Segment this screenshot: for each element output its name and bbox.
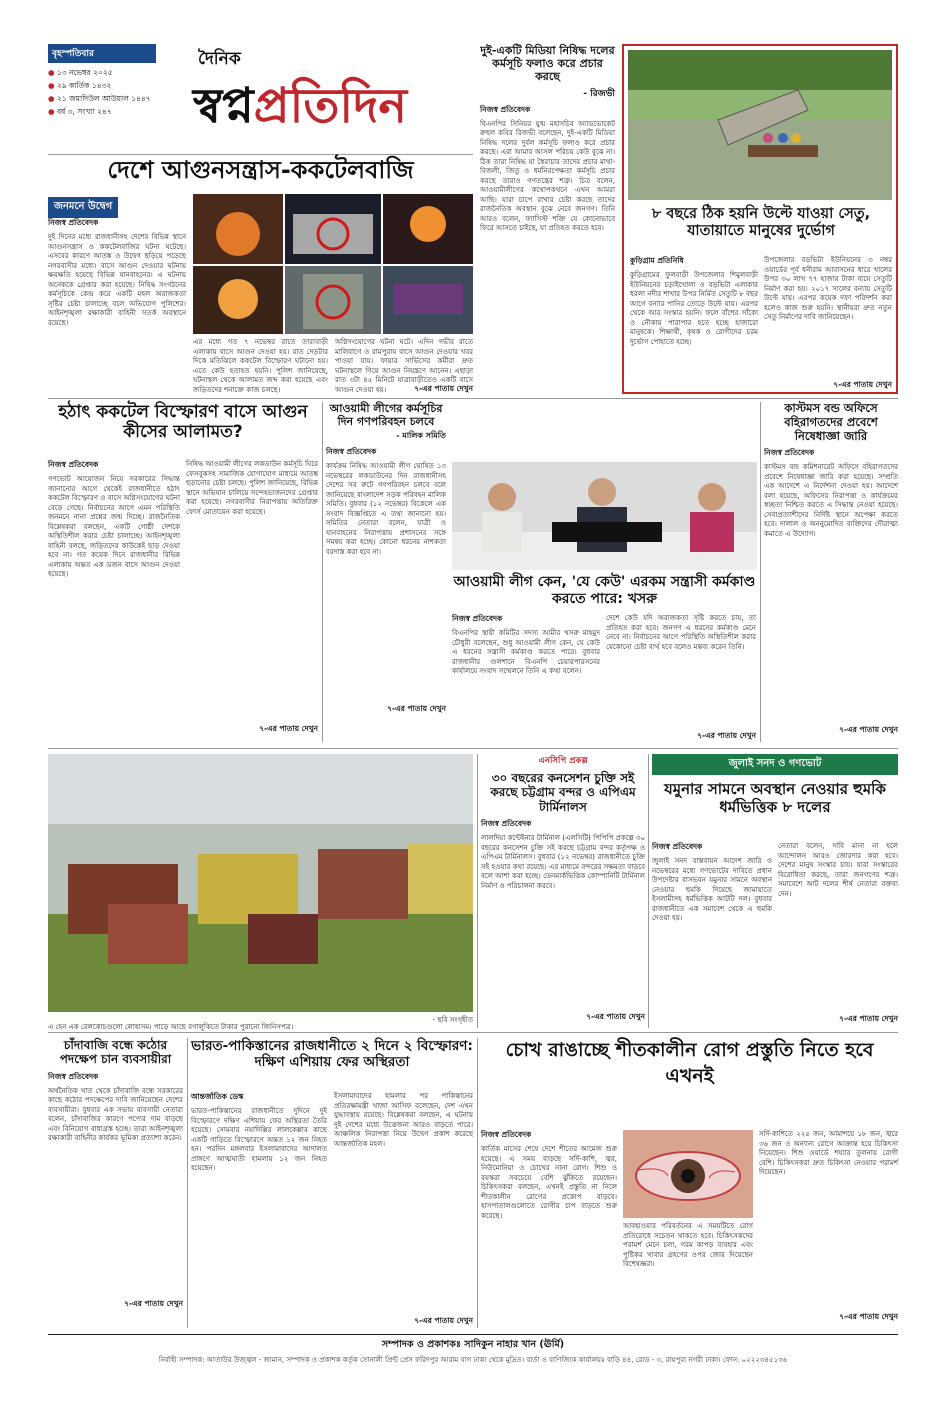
- article-july-body2: নেতারা বলেন, দাবি মানা না হলে আন্দোলন আরও জোরদার করা হবে। দেশের মানুষ সংস্কার চায়। যারা সংস্কারের বিরোধিতা করছে, তারা জনগণের শত্রু। সমাবেশে আট দলের শীর্ষ নেতারা বক্তব্য দেন।: [778, 842, 898, 898]
- article-awami: [326, 402, 446, 742]
- press-byline: নিজস্ব প্রতিবেদক: [452, 614, 503, 623]
- article-winter-cont[interactable]: ৭-এর পাতায় দেখুন: [839, 1312, 898, 1321]
- article-july-tag-label: জুলাই সনদ ও গণভোট: [728, 758, 822, 769]
- article-july-cont[interactable]: ৭-এর পাতায় দেখুন: [839, 1014, 898, 1023]
- dateline-item: ● ২৯ কার্তিক ১৪৩২: [48, 81, 112, 90]
- cocktail-headline: হঠাৎ ককটেল বিস্ফোরণ বাসে আগুন কীসের আলামত?: [58, 402, 308, 443]
- lead-body2: এর মধ্যে গত ৭ নভেম্বর রাতে তারাবাড়ী এলাকায় বাসে আগুন দেওয়া হয়। রাত দেড়টার দিকে মতিঝিলে ককটেল বিস্ফোরণ ঘটানো হয়। এতে কেউ হতাহত হয়নি। পুলিশ জানিয়েছে, ঘটনাস্থল থেকে আলামত জব্দ করা হয়েছে এবং জড়িতদের শনাক্তে কাজ চলছে।: [193, 338, 328, 394]
- press-body2: দেশে কেউ যদি অরাজকতা সৃষ্টি করতে চায়, তা প্রতিহত করা হবে। জনগণ এ ধরনের কর্মকাণ্ড মেনে নেবে না। নির্বাচনের আগে পরিস্থিতি অস্থিতিশীল করার যেকোনো চেষ্টা ব্যর্থ হবে বলেও মন্তব্য করেন তিনি।: [606, 614, 756, 651]
- indopak-cont[interactable]: ৭-এর পাতায় দেখুন: [414, 1316, 473, 1325]
- lead-col2: [193, 338, 328, 394]
- lead-photo: [193, 194, 473, 334]
- cocktail-col1: [48, 460, 180, 740]
- lead-body3: অগ্নিসংযোগের ঘটনা ঘটে। এদিন গভীর রাতে মালিবাগে ও রামপুরায় বাসে আগুন দেওয়ার খবর পাওয়া যায়। ফায়ার সার্ভিসের কর্মীরা দ্রুত ঘটনাস্থলে গিয়ে আগুন নিয়ন্ত্রণে আনেন। এছাড়া রাত ৩টা ৪৫ মিনিটে যাত্রাবাড়ীতেও একটি বাসে আগুন দেওয়া হয়।: [335, 338, 473, 394]
- article-awami-cont[interactable]: ৭-এর পাতায় দেখুন: [387, 704, 446, 714]
- press-cont[interactable]: ৭-এর পাতায় দেখুন: [697, 731, 756, 740]
- article-extort-cont[interactable]: ৭-এর পাতায় দেখুন: [124, 1298, 183, 1308]
- article-customs-headline: কাস্টমস বন্ড অফিসে বহিরাগতদের প্রবেশে নিষেধাজ্ঞা জারি: [784, 401, 878, 443]
- article-bridge-body: কুড়িগ্রামের ফুলবাড়ী উপজেলার শিমুলবাড়ী ইউনিয়নের চড়াইখোলা ও বড়ভিটা এলাকার ধরলা নদীর শাখার উপর নির্মিত সেতুটি ৮ বছর আগে বন্যার পানির তোড়ে উল্টে যায়। এরপর থেকে আর সংস্কার হয়নি। ফলে বাঁশের সাঁকো ও নৌকায় পারাপার হতে হচ্ছে হাজারো মানুষকে। শিক্ষার্থী, কৃষক ও রোগীদের চরম দুর্ভোগ পোহাতে হচ্ছে।: [630, 271, 758, 346]
- cocktail-body: গণভোট আয়োজন নিয়ে সরকারের সিদ্ধান্ত জানানোর আগে থেকেই রাজধানীতে হঠাৎ ককটেল বিস্ফোরণ ও বাসে অগ্নিসংযোগের ঘটনা বেড়ে গেছে। নির্বাচনের আগে এমন পরিস্থিতি জনমনে নানা প্রশ্নের জন্ম দিচ্ছে। রাজনৈতিক বিশ্লেষকরা বলছেন, একটি গোষ্ঠী দেশকে অস্থিতিশীল করার চেষ্টা চালাচ্ছে। আইনশৃঙ্খলা বাহিনী বলছে, জড়িতদের কাউকেই ছাড় দেওয়া হবে না। গত কয়েক দিনে রাজধানীর বিভিন্ন এলাকায় অন্তত এক ডজন বাসে আগুন দেওয়া হয়েছে।: [48, 475, 180, 578]
- indopak-headline: ভারত-পাকিস্তানের রাজধানীতে ২ দিনে ২ বিস্ফোরণ: দক্ষিণ এশিয়ায় ফের অস্থিরতা: [191, 1038, 473, 1071]
- article-bridge-text2: [764, 256, 892, 392]
- article-customs: [764, 402, 898, 742]
- article-bridge-headline: ৮ বছরে ঠিক হয়নি উল্টে যাওয়া সেতু, যাতায়াতে মানুষের দুর্ভোগ: [651, 206, 871, 240]
- article-rizvi-source: - রিজভী: [583, 88, 615, 99]
- press-headline: আওয়ামী লীগ কেন, 'যে কেউ' এরকম সন্ত্রাসী কর্মকাণ্ড করতে পারে: খসরু: [453, 574, 756, 607]
- railway-photo: [48, 754, 473, 1012]
- article-winter-col2: [623, 1222, 753, 1322]
- press-col2: [606, 614, 756, 742]
- article-july-col2: [778, 842, 898, 1026]
- bridge-photo: [628, 50, 892, 200]
- railway-caption: এ হেন এক রেলকোচগুলো লোহাসম। পাড়ে আছে বগালুকিতে টাকার পুরানো জিনিসপত্র।: [48, 1023, 294, 1031]
- lead-col1: [48, 218, 186, 393]
- article-awami-body: কার্যক্রম নিষিদ্ধ আওয়ামী লীগ ঘোষিত ১৩ নভেম্বরের লকডাউনের দিন রাজধানীসহ দেশের সব রুটে গণপরিবহন চলবে বলে জানিয়েছে বাংলাদেশ সড়ক পরিবহন মালিক সমিতি। বুধবার (১২ নভেম্বর) বিকেলে এক সংবাদ বিজ্ঞপ্তিতে এ তথ্য জানানো হয়। সমিতির নেতারা বলেন, যাত্রী ও যানবাহনের নিরাপত্তায় প্রশাসনের সঙ্গে সমন্বয় করা হচ্ছে। কোনো ধরনের নাশকতা বরদাস্ত করা হবে না।: [326, 462, 446, 556]
- indopak-body: ভারত-পাকিস্তানের রাজধানীতে দুদিনে দুই বিস্ফোরণে দক্ষিণ এশিয়ায় ফের অস্থিরতা তৈরি হয়েছে। সোমবার নয়াদিল্লির লালকেল্লার কাছে একটি গাড়িতে বিস্ফোরণে অন্তত ১২ জন নিহত হন। পরদিন মঙ্গলবার ইসলামাবাদের আদালত প্রাঙ্গণে আত্মঘাতী হামলায় ১২ জন নিহত হয়েছেন।: [191, 1107, 327, 1172]
- article-bridge-text: [630, 256, 758, 391]
- article-july-headline: যমুনার সামনে অবস্থান নেওয়ার হুমকি ধর্মভিত্তিক ৮ দলের: [664, 780, 886, 816]
- article-winter-body2: আবহাওয়ার পরিবর্তনের এ সময়টিতে রোগ প্রতিরোধে সচেতন থাকতে হবে। চিকিৎসকদের পরামর্শ মেনে চলা, গরম কাপড় ব্যবহার এবং পুষ্টিকর খাবার গ্রহণের ওপর জোর দিয়েছেন বিশেষজ্ঞরা।: [623, 1222, 753, 1268]
- article-port-body: লালদিয়া কন্টেইনার টার্মিনাল (এলসিটি) পিপিপি প্রকল্পে ৩০ বছরের কনসেশন চুক্তি সই করছে চট্টগ্রাম বন্দর কর্তৃপক্ষ ও এপিএম টার্মিনালস। বুধবার (১২ নভেম্বর) রাজধানীতে চুক্তি সই হওয়ার কথা রয়েছে। এর মাধ্যমে বন্দরের সক্ষমতা বাড়বে বলে আশা করা হচ্ছে। ডেনমার্কভিত্তিক কোম্পানিটি টার্মিনাল নির্মাণ ও পরিচালনা করবে।: [481, 834, 645, 890]
- dateline-item: ● ১৩ নভেম্বর ২০২৫: [48, 68, 113, 77]
- article-port-cont[interactable]: ৭-এর পাতায় দেখুন: [586, 1012, 645, 1022]
- article-july: [652, 754, 898, 1028]
- cocktail-col2: [186, 460, 318, 740]
- press-col1: [452, 614, 600, 742]
- footer-editor: সম্পাদক ও প্রকাশকঃ সাদিকুন নাহার খান (ঊর্মি): [381, 1339, 565, 1350]
- article-july-tag: [652, 754, 898, 775]
- dateline-day: বৃহস্পতিবার: [48, 44, 156, 63]
- lead-cont[interactable]: ৭-এর পাতায় দেখুন: [414, 384, 473, 393]
- indopak-body2: ইসলামাবাদের হামলার পর পাকিস্তানের প্রতিরক্ষামন্ত্রী খাজা আসিফ বলেছেন, দেশ এখন যুদ্ধাবস্থায় রয়েছে। বিশ্লেষকরা বলছেন, এ ঘটনায় দুই দেশের মধ্যে উত্তেজনা আরও বাড়তে পারে। আঞ্চলিক নিরাপত্তা নিয়ে উদ্বেগ প্রকাশ করেছে আন্তর্জাতিক মহল।: [334, 1092, 473, 1148]
- article-port-tag: এনসিপি প্রকল্প: [538, 756, 588, 766]
- article-winter-headline: চোখ রাঙাচ্ছে শীতকালীন রোগ প্রস্তুতি নিতে হবে এখনই: [505, 1039, 874, 1087]
- article-rizvi-body: বিএনপির সিনিয়র যুগ্ম মহাসচিব অ্যাডভোকেট রুহুল কবির রিজভী বলেছেন, দুই-একটি মিডিয়া নিষিদ্ধ দলের দুর্বল কর্মসূচি ফলাও করে প্রচার করছে। এরা আমার আসল পরিচয় কেউ বুঝে না। ঠিক তারা নিষিদ্ধ যা স্বৈরাচার তাদের প্রচার মাথা-বিজলী, জিতু ও ধর্মনিরপেক্ষতা কর্মসূচি প্রচার করছে তারাও গণতন্ত্রের শত্রু। চিত্র বলেন, আওয়ামীলীগের কথোপকথনে এখন আমরা আছি। যারা চাপে রাখার চেষ্টা করছে তাদের রাজনৈতিক অবস্থান বুঝে নেবে জনগণ। তিনি আরও বলেন, ফ্যাসিস্ট শক্তি যে কোনোভাবে ফিরে আসতে চাইছে, যা প্রতিহত করতে হবে।: [480, 119, 615, 233]
- article-extort-headline: চাঁদাবাজি বন্ধে কঠোর পদক্ষেপ চান ব্যবসায়ীরা: [59, 1038, 172, 1067]
- indopak-byline: আন্তর্জাতিক ডেস্ক: [191, 1092, 244, 1101]
- article-rizvi: [480, 44, 615, 392]
- lead-col3: [335, 338, 473, 394]
- article-winter-body: কার্তিক মাসের শেষে দেশে শীতের আমেজ শুরু হয়েছে। এ সময় বাড়ছে সর্দি-কাশি, জ্বর, নিউমোনিয়া ও চোখের নানা রোগ। শিশু ও বয়স্করা সবচেয়ে বেশি ঝুঁকিতে রয়েছেন। চিকিৎসকরা বলছেন, এখনই প্রস্তুতি না নিলে শীতকালীন রোগের প্রকোপ বাড়বে। হাসপাতালগুলোতে রোগীর চাপ বাড়তে শুরু করেছে।: [481, 1145, 617, 1220]
- indopak-col2: [334, 1092, 473, 1328]
- cocktail-cont[interactable]: ৭-এর পাতায় দেখুন: [259, 724, 318, 733]
- article-bridge-body2: উপজেলার বড়ভিটা ইউনিয়নের ৩ নম্বর ওয়ার্ডের পূর্ব ধনীরাম আবাসনের ধারে খালের উপর ৩০ লাখ ৭৭ হাজার টাকা ব্যয়ে সেতুটি নির্মাণ করা হয়। ২০১৭ সালের বন্যায় সেতুটি উল্টে যায়। এরপর কয়েক দফা পরিদর্শন করা হলেও কাজ শুরু হয়নি। স্থানীয়রা দ্রুত নতুন সেতু নির্মাণের দাবি জানিয়েছেন।: [764, 256, 892, 321]
- footer-imprint: নির্বাহী সম্পাদক: আতাউর উজ্জ্বল - জামান, সম্পাদক ও প্রকাশক কর্তৃক সোনালী প্রিন্ট প্রেস ফরিদপুর আরাম বাগ ঢাকা থেকে মুদ্রিত। বার্তা ও বাণিজ্যিক কার্যালয়ঃ বাড়ি ৪৪, রোড - ৩, রায়পুরা নগরী ঢাকা। ফোন: ০২২২৩৪৫১৩৬: [158, 1356, 788, 1364]
- article-port-headline: ৩০ বছরের কনসেশন চুক্তি সই করছে চট্টগ্রাম বন্দর ও এপিএম টার্মিনালস: [490, 771, 636, 814]
- article-july-col1: [652, 842, 772, 1027]
- article-july-byline: নিজস্ব প্রতিবেদক: [652, 842, 703, 851]
- cocktail-byline: নিজস্ব প্রতিবেদক: [48, 460, 99, 469]
- masthead-logo: [193, 70, 407, 149]
- article-winter: [481, 1038, 898, 1328]
- press-body: বিএনপির স্থায়ী কমিটির সদস্য আমীর খসরু মাহমুদ চৌধুরী বলেছেন, শুধু আওয়ামী লীগ কেন, যে কেউ এ ধরনের সন্ত্রাসী কর্মকাণ্ড করতে পারে। বুধবার রাজধানীর গুলশানে বিএনপি চেয়ারপারসনের কার্যালয়ে সংবাদ সম্মেলনে তিনি এ কথা বলেন।: [452, 629, 600, 675]
- article-bridge-byline: কুড়িগ্রাম প্রতিনিধি: [630, 256, 684, 265]
- article-rizvi-headline: দুই-একটি মিডিয়া নিষিদ্ধ দলের কর্মসূচি ফলাও করে প্রচার করছে: [480, 44, 615, 84]
- railway-credit: - ছবি সংগৃহীত: [432, 1016, 473, 1024]
- article-port-byline: নিজস্ব প্রতিবেদক: [481, 819, 532, 829]
- article-awami-source: - মালিক সমিতি: [396, 431, 446, 441]
- lead-headline: দেশে আগুনসন্ত্রাস-ককটেলবাজি: [107, 156, 414, 184]
- railway-caption-row: [48, 1014, 473, 1033]
- masthead-name-b: প্রতিদিন: [253, 78, 407, 134]
- masthead-name-a: স্বপ্ন: [193, 78, 254, 134]
- article-customs-byline: নিজস্ব প্রতিবেদক: [764, 448, 815, 458]
- dateline-item: ● ২১ জমাদিউল আউয়াল ১৪৪৭: [48, 94, 151, 103]
- lead-tag: [48, 194, 118, 218]
- article-bridge: [622, 44, 898, 394]
- cocktail-body2: নিষিদ্ধ আওয়ামী লীগের লকডাউন কর্মসূচি ঘিরে ফেসবুকসহ সামাজিক যোগাযোগ মাধ্যমে আতঙ্ক ছড়ানোর চেষ্টা চলছে। পুলিশ জানিয়েছে, বিভিন্ন স্থানে অভিযান চালিয়ে সন্দেহভাজনদের গ্রেপ্তার করা হয়েছে। নগরবাসীর নিরাপত্তায় অতিরিক্ত ফোর্স মোতায়েন করা হয়েছে।: [186, 460, 318, 516]
- article-winter-col1: [481, 1130, 617, 1329]
- lead-tag-label: জনমনে উদ্বেগ: [48, 197, 118, 218]
- masthead: [48, 44, 473, 154]
- article-awami-byline: নিজস্ব প্রতিবেদক: [326, 447, 377, 457]
- article-extort-body: অর্থনৈতিক খাত থেকে চাঁদাবাজি বন্ধে সরকারের কাছে কঠোর পদক্ষেপের দাবি জানিয়েছেন দেশের ব্যবসায়ীরা। বুধবার এক সভায় ব্যবসায়ী নেতারা বলেন, চাঁদাবাজির কারণে পণ্যের দাম বাড়ছে এবং বিনিয়োগ বাধাগ্রস্ত হচ্ছে। তারা আইনশৃঙ্খলা রক্ষাকারী বাহিনীর কার্যকর ভূমিকা প্রত্যাশা করেন।: [48, 1086, 183, 1143]
- article-rizvi-byline: নিজস্ব প্রতিবেদক: [480, 104, 531, 114]
- winter-eye-photo: [623, 1130, 753, 1218]
- article-port: [481, 754, 645, 1028]
- press-photo: [452, 462, 757, 570]
- article-extort: [48, 1038, 183, 1328]
- article-awami-headline: আওয়ামী লীগের কর্মসূচির দিন গণপরিবহন চলবে: [329, 402, 443, 429]
- lead-body: দুই দিনের মধ্যে রাজধানীসহ দেশের বিভিন্ন স্থানে আগুনসন্ত্রাস ও ককটেলবাজির ঘটনা ঘটেছে। এসবের কারণে আতঙ্ক ও উদ্বেগ ছড়িয়ে পড়েছে নগরবাসীর মধ্যে। বাসে আগুন দেওয়ার ঘটনায় ক্ষয়ক্ষতি হয়েছে বিভিন্ন যানবাহনের। এ ঘটনায় অনেককে গ্রেপ্তার করা হয়েছে। নিষিদ্ধ সংগঠনের কর্মসূচিকে কেন্দ্র করে একটি মহল অরাজকতা সৃষ্টির চেষ্টা চালাচ্ছে বলে অভিযোগ পুলিশের। আইনশৃঙ্খলা রক্ষাকারী বাহিনী সতর্ক অবস্থানে রয়েছে।: [48, 233, 186, 327]
- dateline-item: ● বর্ষ ৩, সংখ্যা ২৪৭: [48, 107, 112, 116]
- article-customs-cont[interactable]: ৭-এর পাতায় দেখুন: [839, 725, 898, 735]
- article-bridge-cont[interactable]: ৭-এর পাতায় দেখুন: [833, 380, 892, 389]
- indopak-col1: [191, 1092, 327, 1328]
- article-winter-body3: সর্দি-কাশিতে ২২৫ জন, আমাশয়ে ১৮ জন, জ্বরে ৩৬ জন ও অন্যান্য রোগে আক্রান্ত হয়ে চিকিৎসা নিয়েছেন। শিশু ওয়ার্ডে শয্যার তুলনায় রোগী বেশি। চিকিৎসকরা দ্রুত চিকিৎসা নেওয়ার পরামর্শ দিয়েছেন।: [759, 1130, 898, 1176]
- lead-byline: নিজস্ব প্রতিবেদক: [48, 218, 99, 227]
- masthead-prefix: দৈনিক: [198, 49, 241, 69]
- article-extort-byline: নিজস্ব প্রতিবেদক: [48, 1071, 99, 1081]
- article-winter-byline: নিজস্ব প্রতিবেদক: [481, 1130, 532, 1139]
- article-winter-col3: [759, 1130, 898, 1324]
- dateline-box: [48, 44, 156, 118]
- article-july-body: জুলাই সনদ বাস্তবায়ন আদেশ জারি ও নভেম্বরের মধ্যে গণভোটের দাবিতে প্রধান উপদেষ্টার বাসভবন যমুনার সামনে অবস্থান নেওয়ার হুমকি দিয়েছে জামায়াতে ইসলামীসহ ধর্মভিত্তিক আটটি দল। বুধবার রাজধানীতে এক সমাবেশ থেকে এ হুমকি দেওয়া হয়।: [652, 857, 772, 922]
- article-customs-body: কাস্টমস বন্ড কমিশনারেট অফিসে বহিরাগতদের প্রবেশে নিষেধাজ্ঞা জারি করা হয়েছে। সম্প্রতি এক আদেশে এ নির্দেশনা দেওয়া হয়। আদেশে বলা হয়েছে, অফিসের নিরাপত্তা ও কার্যক্রমের স্বচ্ছতা নিশ্চিত করতে এ সিদ্ধান্ত নেওয়া হয়েছে। সেবাপ্রত্যাশীদের নির্দিষ্ট স্থানে অপেক্ষা করতে হবে। দালাল ও অননুমোদিত ব্যক্তিদের দৌরাত্ম্য কমাতে এ উদ্যোগ।: [764, 463, 898, 538]
